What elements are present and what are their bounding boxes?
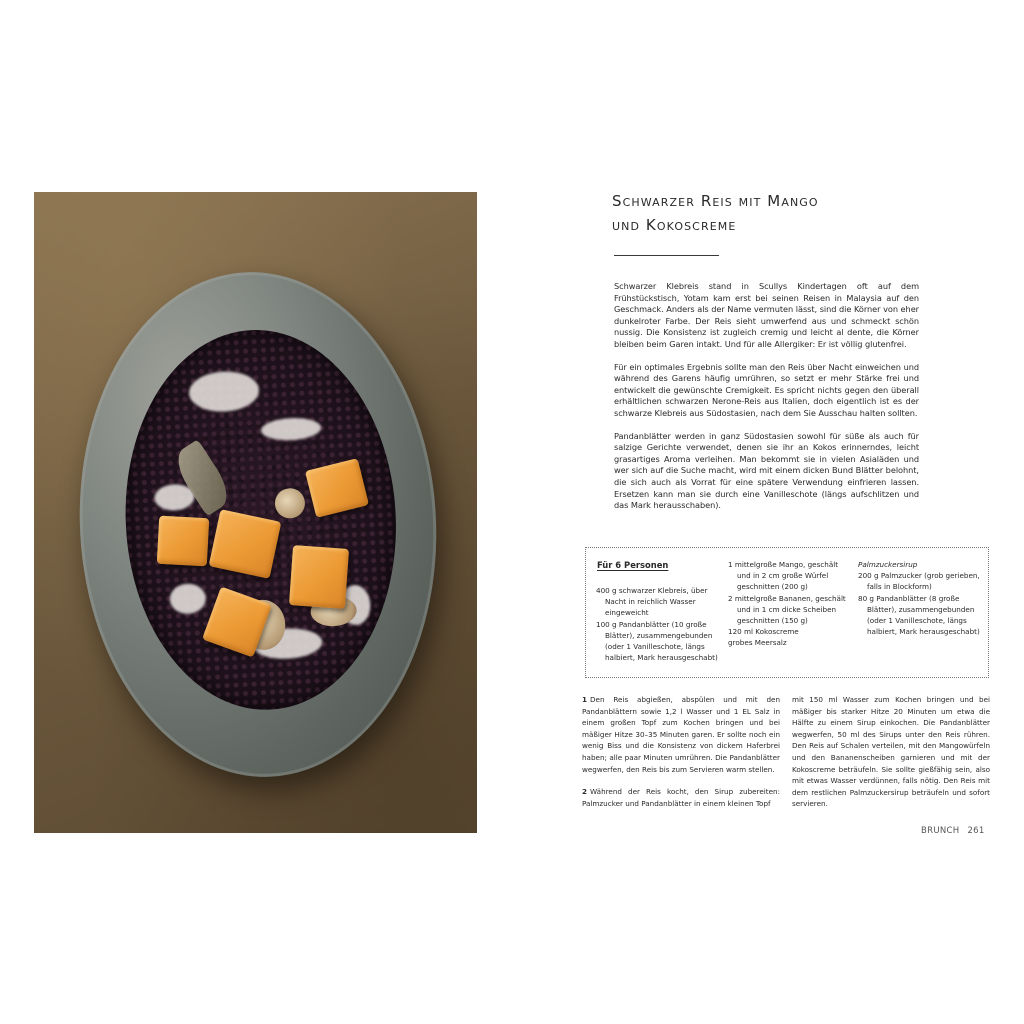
page-number: 261 [967,826,985,836]
title-line-2: und Kokoscreme [612,216,737,234]
mango-cube [289,545,349,609]
ingredient-item: 80 g Pandanblätter (8 große Blätter), zusammengebunden (oder 1 Vanilleschote, längs halbiert, Mark herausgeschabt) [858,593,980,637]
method-step [582,694,780,775]
mango-cube [157,516,209,567]
step-text: mit 150 ml Wasser zum Kochen bringen und bei mäßiger bis starker Hitze 20 Minuten um etwa die Hälfte zu einem Sirup einkochen. Die Pandanblätter wegwerfen, 50 ml des Sirups unter den Reis rühren. Den Reis auf Schalen verteilen, mit den Mangowürfeln und den Bananenscheiben garnieren und mit der Kokoscreme beträufeln. Sie sollte gießfähig sein, also mit etwas Wasser verdünnen, falls nötig. Den Reis mit dem restlichen Palmzuckersirup beträufeln und sofort servieren. [792,695,990,809]
ingredient-item: grobes Meersalz [728,638,787,648]
servings-heading: Für 6 Personen [597,560,669,570]
method-left-column [582,694,780,820]
method-step [582,786,780,809]
ingredient-item: 400 g schwarzer Klebreis, über Nacht in reichlich Wasser eingeweicht [596,586,708,618]
title-line-1: Schwarzer Reis mit Mango [612,192,819,210]
coconut-cream [169,583,207,615]
section-name: BRUNCH [921,826,960,836]
intro-text [614,281,919,523]
syrup-heading: Palmzuckersirup [858,560,918,569]
ingredient-item: 120 ml Kokoscreme [728,627,799,637]
ingredients-column-3 [858,559,982,637]
step-text: Den Reis abgießen, abspülen und mit den Pandanblättern sowie 1,2 l Wasser und 1 EL Salz in einem großen Topf zum Kochen bringen und bei mäßiger Hitze 30–35 Minuten garen. Er sollte noch ein wenig Biss und die Konsistenz von dickem Haferbrei haben; alle paar Minuten umrühren. Die Pandanblätter wegwerfen, den Reis bis zum Servieren warm stellen. [582,695,780,774]
page-folio [921,826,985,836]
method-right-column [792,694,990,821]
ingredients-column-1 [596,585,721,663]
ingredient-item: 1 mittelgroße Mango, geschält und in 2 cm große Würfel geschnitten (200 g) [728,560,839,592]
step-text: Während der Reis kocht, den Sirup zubereiten: Palmzucker und Pandanblätter in einem kleinen Topf [582,787,780,808]
recipe-title [612,189,912,237]
step-number: 1 [582,695,588,704]
title-divider [614,255,719,256]
ingredients-column-2 [728,559,852,649]
mango-cube [209,509,282,579]
ingredient-item: 2 mittelgroße Bananen, geschält und in 1 cm dicke Scheiben geschnitten (150 g) [728,593,846,626]
ingredients-box [585,547,989,678]
coconut-cream [188,370,260,414]
ingredient-item: 200 g Palmzucker (grob gerieben, falls in Blockform) [858,571,980,592]
banana-slice [274,488,306,520]
step-number: 2 [582,787,588,797]
intro-paragraph: Schwarzer Klebreis stand in Scullys Kindertagen oft auf dem Frühstückstisch, Yotam kam erst bei seinen Reisen in Malaysia auf den Geschmack. Anders als der Name vermuten lässt, sind die Körner von eher dunkelroter Farbe. Der Reis sieht umwerfend aus und schmeckt schön nussig. Die Konsistenz ist zugleich cremig und leicht al dente, die Körner bleiben beim Garen intakt. Und für alle Allergiker: Er ist völlig glutenfrei. [614,281,919,349]
recipe-photo [34,192,477,833]
coconut-cream [261,417,322,442]
ingredient-item: 100 g Pandanblätter (10 große Blätter), zusammengebunden (oder 1 Vanilleschote, längs halbiert, Mark herausgeschabt) [596,619,718,663]
intro-paragraph: Pandanblätter werden in ganz Südostasien sowohl für süße als auch für salzige Gerichte verwendet, denen sie ihr an Kokos erinnerndes, leicht grasartiges Aroma verleihen. Man bekommt sie in vielen Asialäden und wer sich auf die Suche macht, wird mit einem dicken Bund Blätter belohnt, die sich auch als Vorrat für eine spätere Verwendung einfrieren lassen. Ersetzen kann man sie durch eine Vanilleschote (längs aufschlitzen und das Mark herausschaben). [614,430,919,511]
intro-paragraph: Für ein optimales Ergebnis sollte man den Reis über Nacht einweichen und während des Garens häufig umrühren, so setzt er mehr Stärke frei und entwickelt die gewünschte Cremigkeit. Es spricht nichts gegen den überall erhältlichen schwarzen Nerone-Reis aus Italien, doch eigentlich ist es der schwarze Klebreis aus Südostasien, nach dem Sie Ausschau halten sollten. [614,361,919,418]
